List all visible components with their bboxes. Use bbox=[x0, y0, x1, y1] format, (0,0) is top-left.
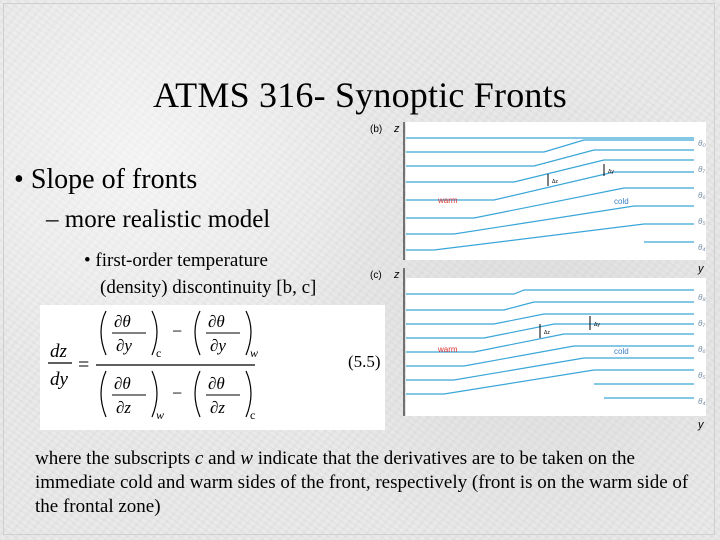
eq-paren bbox=[195, 371, 200, 417]
bullet-text: first-order temperature bbox=[95, 250, 268, 271]
eq-paren bbox=[101, 311, 106, 355]
eq-den-theta-c: ∂θ bbox=[208, 374, 225, 393]
bullet-marker: • bbox=[14, 164, 24, 195]
warm-label-b: warm bbox=[438, 196, 458, 205]
panel-c-label: (c) bbox=[370, 270, 382, 281]
panel-b-y-axis: y bbox=[698, 263, 704, 275]
theta-label: θ₅ bbox=[698, 217, 706, 226]
equation-number: (5.5) bbox=[348, 352, 381, 371]
eq-sub-w: w bbox=[156, 408, 165, 422]
panel-c-z-axis: z bbox=[394, 269, 400, 281]
theta-label: θ₇ bbox=[698, 165, 706, 174]
bullet-level1 bbox=[14, 164, 197, 196]
panel-c-y-axis: y bbox=[698, 419, 704, 431]
eq-num-theta-c: ∂θ bbox=[114, 312, 131, 331]
slope-equation bbox=[40, 305, 385, 430]
eq-sub-c: c bbox=[156, 346, 162, 360]
bullet-text: Slope of fronts bbox=[30, 164, 198, 195]
eq-paren bbox=[101, 371, 106, 417]
text-span: where the subscripts bbox=[35, 448, 195, 469]
dz-label-c: Δz bbox=[544, 330, 550, 336]
bullet-marker: • bbox=[84, 250, 91, 271]
eq-num-y-c: ∂y bbox=[116, 336, 132, 355]
eq-minus: − bbox=[172, 383, 183, 403]
warm-label-c: warm bbox=[438, 345, 458, 354]
eq-sub-c: c bbox=[250, 408, 256, 422]
subscript-w-ref: w bbox=[240, 448, 253, 469]
bullet-line-1 bbox=[84, 247, 316, 274]
bullet-line-2: (density) discontinuity [b, c] bbox=[100, 277, 317, 298]
eq-num-y-w: ∂y bbox=[210, 336, 226, 355]
slide-title: ATMS 316- Synoptic Fronts bbox=[152, 75, 568, 115]
front-diagram bbox=[364, 116, 716, 434]
subscript-c-ref: c bbox=[194, 448, 204, 469]
eq-equals: = bbox=[78, 354, 90, 376]
text-span: indicate that the derivatives are to be taken on the immediate cold and warm sides of the front, respectively (front is on the warm side of the frontal zone) bbox=[35, 448, 689, 517]
panel-b-background bbox=[406, 122, 706, 260]
eq-den-z-c: ∂z bbox=[210, 398, 226, 417]
theta-label: θ₄ bbox=[698, 243, 706, 252]
eq-num-theta-w: ∂θ bbox=[208, 312, 225, 331]
panel-b-z-axis: z bbox=[394, 123, 400, 135]
text-span: and bbox=[203, 448, 241, 469]
eq-minus: − bbox=[172, 321, 183, 341]
cold-label-c: cold bbox=[614, 347, 629, 356]
theta-label: θ₈ bbox=[698, 293, 706, 302]
theta-label: θ₆ bbox=[698, 345, 706, 354]
bullet-level3 bbox=[84, 247, 316, 301]
eq-sub-w: w bbox=[250, 346, 259, 360]
theta-label: θ₄ bbox=[698, 397, 706, 406]
theta-label: θ₆ bbox=[698, 191, 706, 200]
eq-paren bbox=[195, 311, 200, 355]
dash-marker: – bbox=[46, 206, 59, 233]
eq-lhs-numerator: dz bbox=[50, 341, 67, 362]
theta-label: θ₇ bbox=[698, 319, 706, 328]
eq-den-theta-w: ∂θ bbox=[114, 374, 131, 393]
eq-lhs-denominator: dy bbox=[50, 369, 68, 390]
theta-label: θ₅ bbox=[698, 371, 706, 380]
bullet-text: more realistic model bbox=[64, 206, 271, 233]
cold-label-b: cold bbox=[614, 197, 629, 206]
bullet-level2 bbox=[46, 206, 270, 234]
theta-label: θ₀ bbox=[698, 139, 706, 148]
panel-b-label: (b) bbox=[370, 124, 383, 135]
dy-label-b: Δy bbox=[608, 169, 614, 175]
dy-label-c: Δy bbox=[594, 322, 600, 328]
explanation-text bbox=[35, 447, 695, 519]
eq-den-z-w: ∂z bbox=[116, 398, 132, 417]
dz-label-b: Δz bbox=[552, 179, 558, 185]
